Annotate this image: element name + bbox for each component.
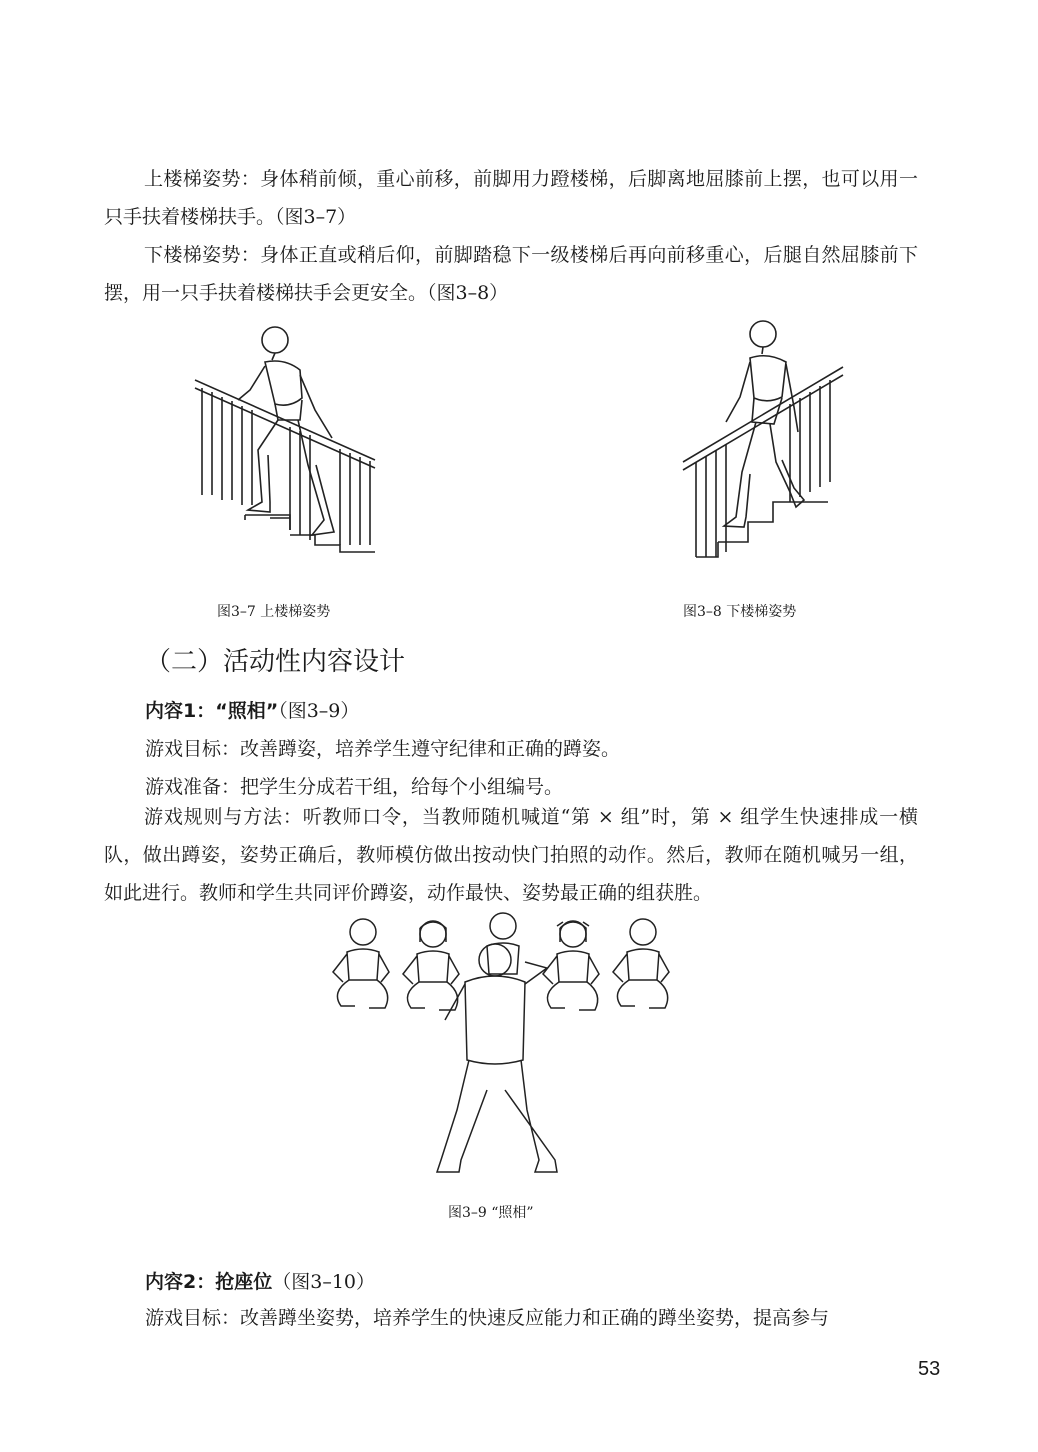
content1-ref: （图3–9） [278, 700, 360, 722]
figure-3-8-illustration [678, 312, 848, 567]
figure-3-7-caption: 图3–7 上楼梯姿势 [217, 604, 331, 620]
content1-prep: 游戏准备：把学生分成若干组，给每个小组编号。 [145, 776, 564, 798]
figure-3-9-illustration [325, 910, 685, 1180]
content2-ref: （图3–10） [272, 1271, 375, 1293]
content2-goal: 游戏目标：改善蹲坐姿势，培养学生的快速反应能力和正确的蹲坐姿势，提高参与 [145, 1307, 830, 1329]
content1-title [145, 698, 359, 724]
content1-goal: 游戏目标：改善蹲姿，培养学生遵守纪律和正确的蹲姿。 [145, 738, 621, 760]
figure-3-7-illustration [190, 320, 390, 560]
figure-3-8-caption: 图3–8 下楼梯姿势 [683, 604, 797, 620]
section-heading: （二）活动性内容设计 [145, 647, 406, 677]
paragraph-up-stairs: 上楼梯姿势：身体稍前倾，重心前移，前脚用力蹬楼梯，后脚离地屈膝前上摆，也可以用一只手扶着楼梯扶手。（图3–7） [104, 168, 918, 228]
content1-rules: 游戏规则与方法：听教师口令，当教师随机喊道“第 × 组”时，第 × 组学生快速排成一横队，做出蹲姿，姿势正确后，教师模仿做出按动快门拍照的动作。然后，教师在随机喊另一组，如此进行。教师和学生共同评价蹲姿，动作最快、姿势最正确的组获胜。 [104, 806, 918, 904]
content2-label: 内容2：抢座位 [145, 1271, 273, 1293]
figure-3-9-caption: 图3–9 “照相” [448, 1205, 534, 1221]
content2-title [145, 1269, 375, 1295]
page-number: 53 [918, 1358, 941, 1380]
paragraph-down-stairs: 下楼梯姿势：身体正直或稍后仰，前脚踏稳下一级楼梯后再向前移重心，后腿自然屈膝前下摆，用一只手扶着楼梯扶手会更安全。（图3–8） [104, 244, 918, 304]
content1-label: 内容1：“照相” [145, 700, 279, 722]
